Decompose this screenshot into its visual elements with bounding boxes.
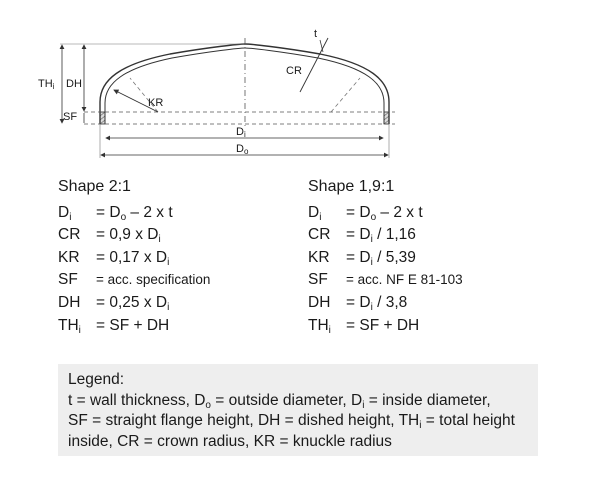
formula-key: $D_i$ [308,203,322,223]
do-label: Do [236,143,249,156]
formula-value: = 0,25 x $D_i$ [96,293,170,313]
formula-value: = 0,17 x $D_i$ [96,248,170,268]
formula-value: = $D_o - 2$ x t [96,203,173,223]
formula-value: = $D_i / 3,8$ [346,293,408,313]
formula-key: SF [58,271,78,289]
formula-row [308,202,463,225]
formula-key: $TH_i$ [308,316,331,336]
formula-row [58,202,210,225]
formula-row [58,247,210,270]
kr-label: KR [148,97,164,109]
formula-value: = SF + DH [96,316,170,334]
formula-key: SF [308,271,328,289]
formula-key: KR [308,248,330,266]
legend-title: Legend: [68,371,125,388]
th-label: THi [38,78,55,91]
t-label: t [314,28,318,40]
shape-2-1-title: Shape 2:1 [58,178,131,195]
shape-1-9-1-column [308,176,463,337]
formula-value: = acc. specification [96,272,211,288]
formula-key: $TH_i$ [58,316,81,336]
formula-key: CR [308,226,331,244]
legend-box [58,364,538,456]
cr-label: CR [286,65,302,77]
flange-hatch-left [100,112,105,124]
formula-key: KR [58,248,80,266]
formula-key: CR [58,226,81,244]
flange-hatch-right [384,112,389,124]
legend-line-1: t = wall thickness, $D_o$ = outside diameter, $D_i$ = inside diameter, [68,391,491,411]
shape-2-1-column [58,176,210,337]
legend-line-3: inside, CR = crown radius, KR = knuckle radius [68,432,392,450]
formula-value: = $D_o - 2$ x t [346,203,423,223]
formula-value: = acc. NF E 81-103 [346,272,463,288]
formula-value: = SF + DH [346,316,420,334]
formula-value: = 0,9 x $D_i$ [96,226,161,246]
cr-radius-line [300,38,328,92]
formula-key: DH [308,293,331,311]
formula-key: DH [58,293,81,311]
formula-value: = $D_i / 5,39$ [346,248,416,268]
shape-1-9-1-title: Shape 1,9:1 [308,178,395,195]
formula-row [308,247,463,270]
formula-row [58,292,210,315]
formula-row [308,292,463,315]
formula-row [58,269,210,292]
di-label: Di [236,126,246,139]
dh-label: DH [66,78,82,90]
formula-row [308,224,463,247]
formula-value: = $D_i / 1,16$ [346,226,416,246]
dished-head-diagram [0,0,600,165]
formula-row [308,315,463,338]
formula-key: $D_i$ [58,203,72,223]
legend-line-2: SF = straight flange height, DH = dished height, $TH_i$ = total height [68,412,515,431]
sf-label: SF [63,111,78,123]
formula-row [308,269,463,292]
knuckle-construction-right [331,78,360,112]
formula-row [58,224,210,247]
formula-row [58,315,210,338]
